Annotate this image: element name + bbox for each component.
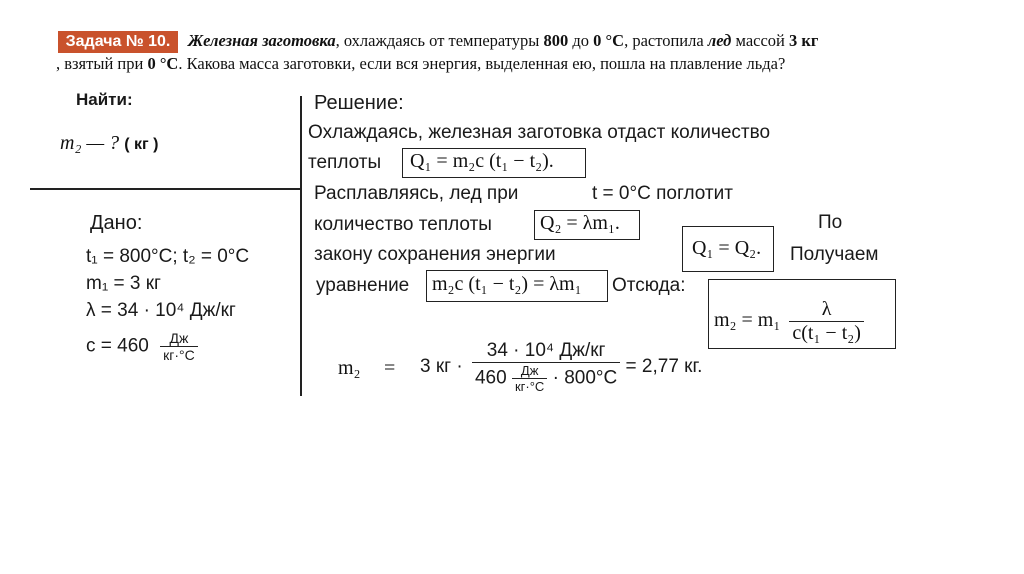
given-lambda: λ = 34 · 10⁴ Дж/кг — [86, 300, 236, 321]
problem-line-2 — [56, 54, 785, 74]
solution-line-1: Охлаждаясь, железная заготовка отдаст количество — [308, 122, 771, 143]
given-temperatures: t₁ = 800°С; t₂ = 0°С — [86, 246, 250, 267]
find-unit: ( кг ) — [124, 136, 159, 153]
final-den — [472, 363, 620, 394]
text: до — [568, 31, 594, 50]
solution-line-4: количество теплоты — [314, 214, 492, 235]
final-result: = 2,77 кг. — [625, 356, 703, 378]
final-eq: = — [384, 357, 396, 379]
formula-m2 — [714, 298, 864, 345]
m2-num: λ — [789, 298, 864, 322]
solution-title: Решение: — [314, 92, 404, 114]
c-unit-den: кг·°С — [163, 347, 195, 363]
vertical-divider — [300, 96, 302, 396]
solution-line-6: уравнение — [316, 275, 410, 296]
final-den-unit-num: Дж — [512, 363, 547, 379]
melting-temperature: t = 0°С поглотит — [592, 183, 733, 204]
formula-equation: m₂c (t₁ − t₂) = λm₁ — [432, 273, 582, 295]
text-otsyuda: Отсюда: — [612, 275, 686, 296]
c-unit-fraction — [160, 330, 198, 363]
given-heat-capacity — [86, 330, 198, 363]
c-prefix: c = 460 — [86, 335, 149, 357]
find-title: Найти: — [76, 90, 133, 109]
solution-line-2: теплоты — [308, 152, 382, 173]
text: массой — [731, 31, 790, 50]
horizontal-divider — [30, 188, 302, 190]
final-prefix: 3 кг · — [420, 356, 463, 378]
final-expression — [420, 340, 702, 394]
text-poluchaem: Получаем — [790, 244, 879, 265]
zero-value: 0 °С — [593, 31, 625, 50]
text: . Какова масса заготовки, если вся энергия, выделенная ею, пошла на плавление льда? — [178, 54, 786, 73]
final-den-unit-den: кг·°С — [514, 379, 545, 394]
text: , растопила — [624, 31, 708, 50]
m2-den: c(t₁ − t₂) — [792, 322, 861, 344]
formula-q2: Q₂ = λm₁. — [540, 212, 620, 234]
problem-line-1 — [188, 31, 818, 51]
find-expr: m₂ — ? — [60, 132, 120, 154]
given-ice-mass: m₁ = 3 кг — [86, 273, 161, 294]
find-expression — [60, 132, 158, 155]
task-number-badge: Задача № 10. — [58, 31, 178, 53]
final-den-unit — [512, 363, 547, 394]
text: , взятый при — [56, 54, 148, 73]
solution-line-5: закону сохранения энергии — [314, 244, 556, 265]
formula-equality: Q₁ = Q₂. — [692, 237, 762, 259]
m2-fraction — [789, 298, 864, 345]
temp-value: 800 — [543, 31, 569, 50]
zero-value: 0 °С — [147, 54, 179, 73]
m2-lhs: m₂ = m₁ — [714, 309, 781, 332]
final-den-a: 460 — [474, 367, 507, 389]
formula-q1: Q₁ = m₂c (t₁ − t₂). — [410, 150, 554, 172]
given-title: Дано: — [90, 212, 143, 234]
keyword-ice: лед — [707, 31, 732, 50]
solution-line-3: Расплавляясь, лед при — [314, 183, 519, 204]
c-unit-num: Дж — [160, 330, 198, 347]
text-po: По — [818, 212, 843, 233]
keyword-iron-billet: Железная заготовка — [188, 31, 336, 50]
final-den-b: · 800°С — [552, 367, 618, 389]
final-lhs: m₂ — [338, 357, 361, 379]
text: , охлаждаясь от температуры — [335, 31, 544, 50]
final-fraction — [472, 340, 620, 394]
final-num: 34 · 10⁴ Дж/кг — [472, 340, 620, 363]
mass-value: 3 кг — [789, 31, 819, 50]
